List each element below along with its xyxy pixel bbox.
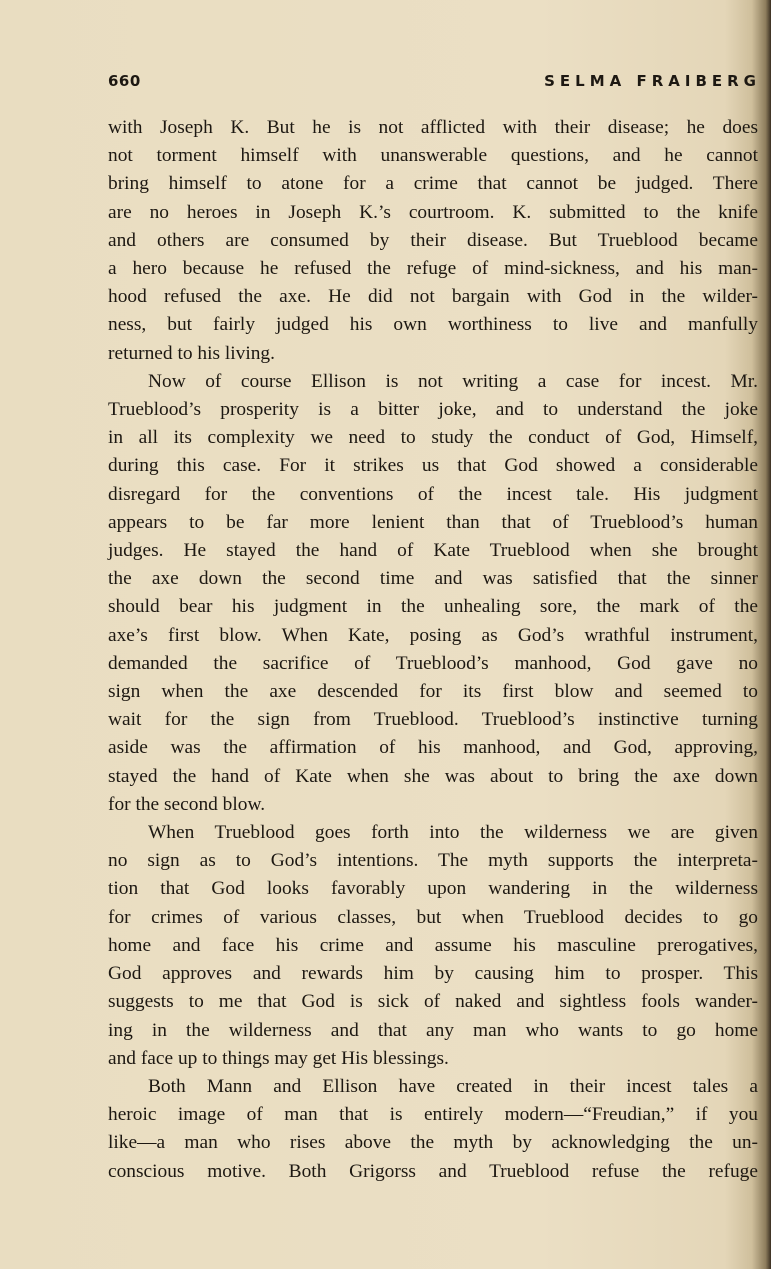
text-line: for crimes of various classes, but when Trueblood decides to go	[108, 906, 758, 928]
text-line: aside was the affirmation of his manhood, and God, approving,	[108, 737, 758, 759]
text-line: for the second blow.	[108, 793, 266, 815]
text-line: ing in the wilderness and that any man who wants to go home	[108, 1019, 758, 1041]
text-line: wait for the sign from Trueblood. Trueblood’s instinctive turning	[108, 709, 758, 731]
text-line: are no heroes in Joseph K.’s courtroom. K. submitted to the knife	[108, 201, 758, 223]
paragraph	[108, 368, 758, 819]
text-line: God approves and rewards him by causing him to prosper. This	[108, 963, 758, 985]
text-line: appears to be far more lenient than that of Trueblood’s human	[108, 511, 758, 533]
body-text	[108, 114, 758, 1186]
text-line: Trueblood’s prosperity is a bitter joke, and to understand the joke	[108, 399, 758, 421]
paragraph	[108, 1073, 758, 1186]
text-line: returned to his living.	[108, 342, 275, 364]
text-line: When Trueblood goes forth into the wilderness we are given	[148, 822, 758, 844]
text-line: during this case. For it strikes us that God showed a considerable	[108, 455, 758, 477]
text-line: axe’s first blow. When Kate, posing as God’s wrathful instrument,	[108, 624, 758, 646]
paragraph	[108, 819, 758, 1073]
text-line: with Joseph K. But he is not afflicted with their disease; he does	[108, 117, 758, 138]
text-line: tion that God looks favorably upon wandering in the wilderness	[108, 878, 758, 900]
text-line: Both Mann and Ellison have created in their incest tales a	[148, 1075, 758, 1097]
running-head	[108, 72, 761, 96]
text-line: bring himself to atone for a crime that cannot be judged. There	[108, 173, 758, 195]
text-line: not torment himself with unanswerable questions, and he cannot	[108, 145, 758, 167]
running-head-author: SELMA FRAIBERG	[544, 72, 761, 90]
text-line: conscious motive. Both Grigorss and Trueblood refuse the refuge	[108, 1160, 758, 1182]
text-line: a hero because he refused the refuge of mind-sickness, and his man-	[108, 258, 758, 280]
text-line: should bear his judgment in the unhealing sore, the mark of the	[108, 596, 758, 618]
text-line: heroic image of man that is entirely modern—“Freudian,” if you	[108, 1104, 758, 1126]
text-line: like—a man who rises above the myth by acknowledging the un-	[108, 1132, 758, 1154]
text-line: the axe down the second time and was satisfied that the sinner	[108, 568, 758, 590]
text-line: sign when the axe descended for its first blow and seemed to	[108, 681, 758, 703]
text-line: ness, but fairly judged his own worthiness to live and manfully	[108, 314, 758, 336]
text-line: Now of course Ellison is not writing a case for incest. Mr.	[148, 370, 758, 392]
text-line: and face up to things may get His blessings.	[108, 1047, 449, 1069]
text-line: home and face his crime and assume his masculine prerogatives,	[108, 934, 758, 956]
paragraph	[108, 114, 758, 368]
text-line: stayed the hand of Kate when she was about to bring the axe down	[108, 765, 758, 787]
text-line: suggests to me that God is sick of naked and sightless fools wander-	[108, 991, 758, 1013]
text-line: demanded the sacrifice of Trueblood’s manhood, God gave no	[108, 652, 758, 674]
text-line: and others are consumed by their disease. But Trueblood became	[108, 229, 758, 251]
text-line: in all its complexity we need to study the conduct of God, Himself,	[108, 427, 758, 449]
text-line: hood refused the axe. He did not bargain with God in the wilder-	[108, 286, 758, 308]
text-line: disregard for the conventions of the incest tale. His judgment	[108, 483, 758, 505]
text-line: judges. He stayed the hand of Kate Trueblood when she brought	[108, 540, 758, 562]
text-line: no sign as to God’s intentions. The myth supports the interpreta-	[108, 850, 758, 872]
page-number: 660	[108, 72, 141, 90]
